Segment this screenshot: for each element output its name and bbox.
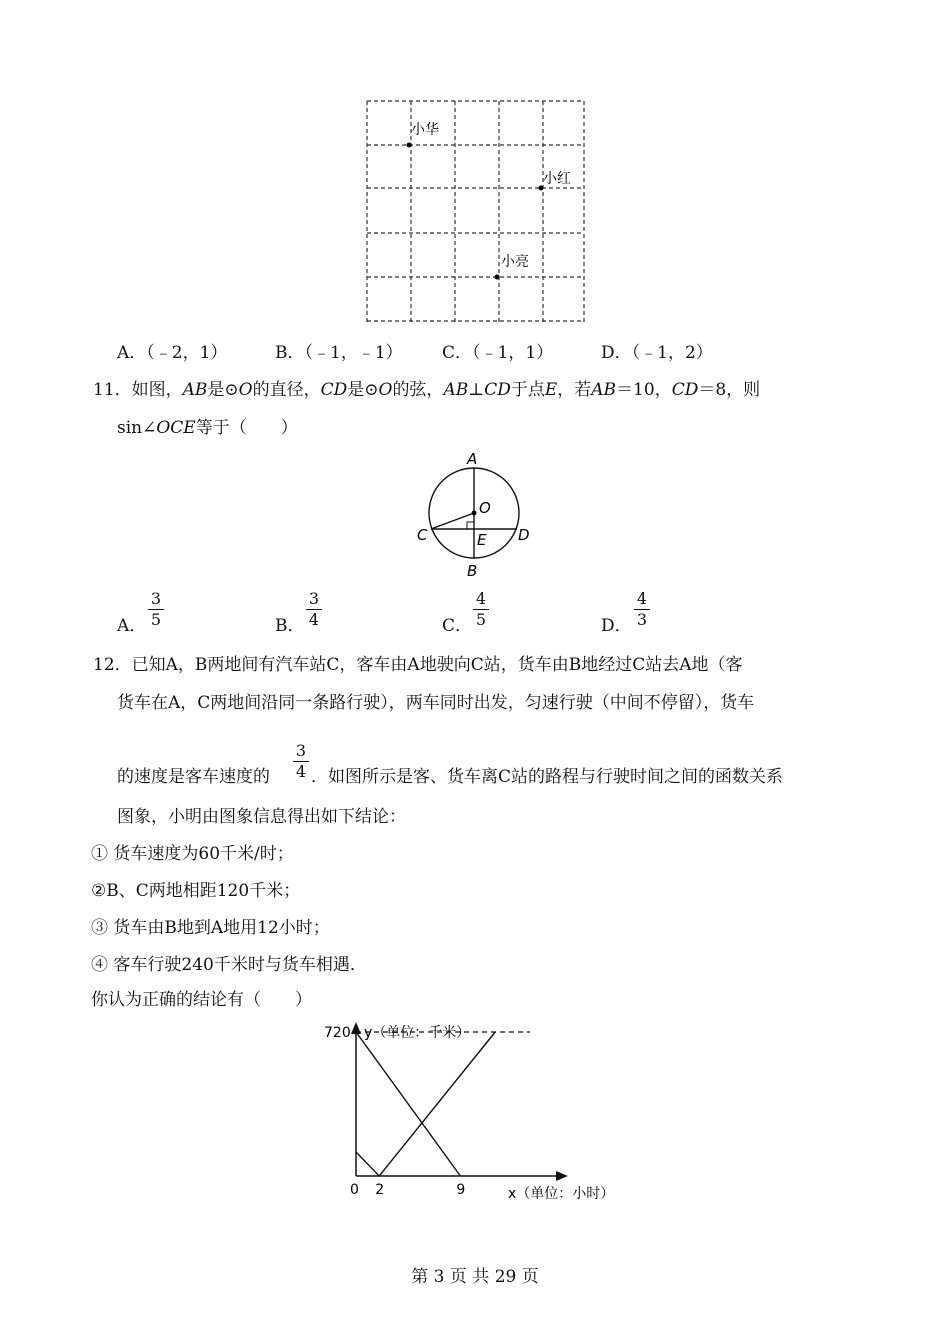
circle-figure (410, 445, 540, 585)
page-footer: 第 3 页 共 29 页 (411, 1267, 539, 1287)
q12-line3a: 的速度是客车速度的 (117, 767, 270, 787)
q11-option-a-letter: A． (117, 616, 147, 636)
q11-line1: 11．如图，AB是⊙O的直径，CD是⊙O的弦，AB⊥CD于点E，若AB＝10，CD＝8，则 (93, 380, 761, 400)
q10-option-c: C．（﹣1，1） (442, 343, 554, 363)
q10-option-a: A．（﹣2，1） (117, 343, 228, 363)
q12-conclusion-1: ① 货车速度为60千米/时； (91, 844, 294, 864)
x-tick-label-2: 2 (375, 1182, 385, 1198)
x-tick-label-0: 0 (350, 1182, 359, 1198)
label-b: B (467, 562, 478, 580)
q11-option-c-fraction: 4 5 (473, 590, 489, 629)
q11-line2: sin∠OCE等于（ ） (117, 418, 298, 438)
point-xiaohua (407, 143, 412, 148)
label-xiaohua: 小华 (411, 122, 439, 138)
x-axis-arrow (556, 1171, 568, 1181)
center-o (472, 511, 477, 516)
q12-conclusion-2: ②B、C两地相距120千米； (91, 881, 301, 901)
distance-time-chart (318, 1016, 648, 1208)
q12-line4: 图象，小明由图象信息得出如下结论： (117, 807, 406, 827)
q11-option-d-letter: D． (601, 616, 632, 636)
q11-option-c-letter: C． (442, 616, 473, 636)
q12-line2: 货车在A，C两地间沿同一条路行驶），两车同时出发，匀速行驶（中间不停留），货车 (117, 693, 755, 713)
label-a: A (467, 450, 478, 468)
q11-option-b-letter: B． (275, 616, 305, 636)
q12-line3b: ．如图所示是客、货车离C站的路程与行驶时间之间的函数关系 (311, 767, 784, 787)
x-axis-label: x（单位：小时） (508, 1186, 615, 1202)
label-d: D (518, 526, 530, 544)
label-c: C (417, 526, 428, 544)
segment-oc (431, 513, 474, 529)
q12-conclusion-3: ③ 货车由B地到A地用12小时； (91, 918, 330, 938)
point-xiaoliang (495, 275, 500, 280)
y-axis-label: y（单位：千米） (364, 1025, 471, 1041)
right-angle-mark (467, 522, 474, 529)
q12-question: 你认为正确的结论有（ ） (91, 990, 312, 1010)
label-xiaohong: 小红 (543, 171, 571, 187)
label-o: O (479, 499, 491, 517)
q11-option-b-fraction: 3 4 (306, 590, 322, 629)
q11-option-a-fraction: 3 5 (148, 590, 164, 629)
q10-option-d: D．（﹣1，2） (601, 343, 713, 363)
q12-conclusion-4: ④ 客车行驶240千米时与货车相遇． (91, 955, 367, 975)
q10-option-b: B．（﹣1，﹣1） (275, 343, 403, 363)
series-line-2 (356, 1032, 495, 1176)
q11-option-d-fraction: 4 3 (634, 590, 650, 629)
y-tick-label-720: 720 (324, 1025, 351, 1041)
q12-speed-fraction: 3 4 (293, 742, 309, 781)
q12-line1: 12．已知A，B两地间有汽车站C，客车由A地驶向C站，货车由B地经过C站去A地（客 (93, 655, 743, 675)
grid-figure (360, 96, 592, 328)
label-xiaoliang: 小亮 (501, 254, 529, 270)
series-line-1 (356, 1032, 460, 1176)
label-e: E (477, 531, 487, 549)
x-tick-label-9: 9 (456, 1182, 466, 1198)
